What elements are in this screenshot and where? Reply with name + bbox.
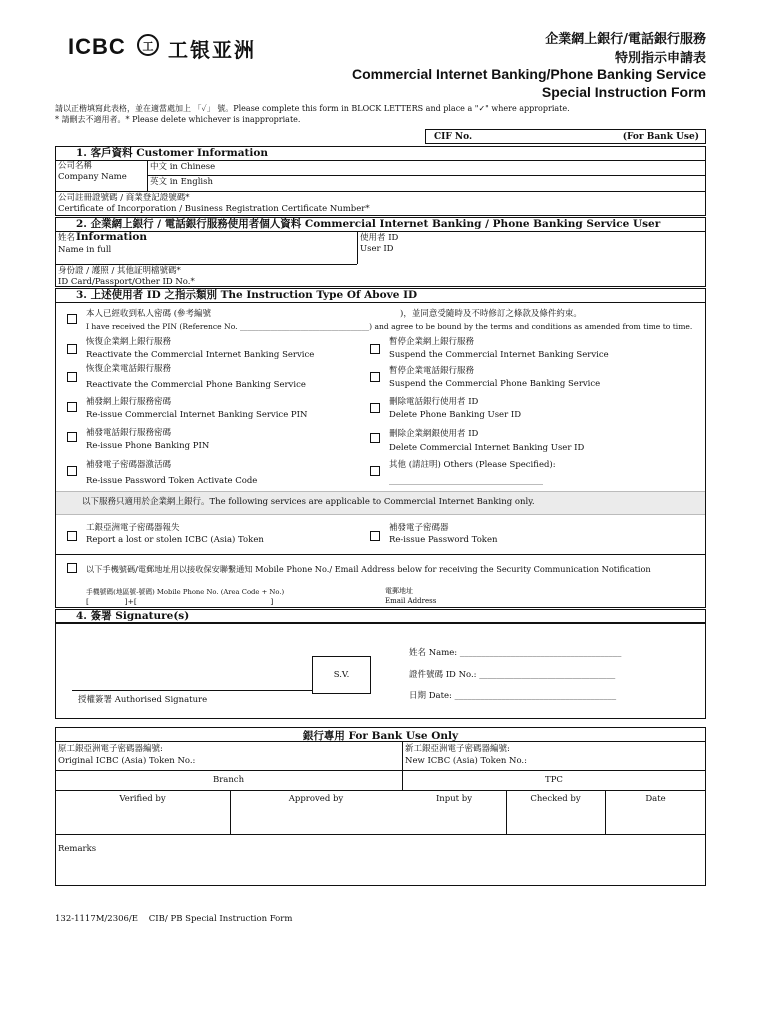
name-label-zh: 姓名 <box>58 233 76 243</box>
verified-by-label: Verified by <box>119 794 166 804</box>
company-name-chinese-field[interactable]: 中文 in Chinese <box>150 162 216 172</box>
idcard-field[interactable]: ID Card/Passport/Other ID No.* <box>58 277 195 287</box>
orig-token-field[interactable]: Original ICBC (Asia) Token No.: <box>58 756 196 766</box>
email-field[interactable]: Email Address <box>385 597 437 605</box>
title-zh-1: 企業網上銀行/電話銀行服務 <box>545 32 706 47</box>
cib-only-band <box>56 491 705 515</box>
cif-box[interactable] <box>425 129 706 144</box>
reactivate-pb-zh: 恢復企業電話銀行服務 <box>86 364 172 374</box>
delete-pb-userid-checkbox[interactable] <box>370 403 380 413</box>
name-field[interactable]: Name in full <box>58 245 112 255</box>
others-checkbox[interactable] <box>370 466 380 476</box>
reissue-token-checkbox[interactable] <box>370 531 380 541</box>
reactivate-cib-en: Reactivate the Commercial Internet Banking Service <box>86 350 315 360</box>
suspend-pb-checkbox[interactable] <box>370 372 380 382</box>
branch-label: Branch <box>212 775 245 785</box>
company-name-en: Company Name <box>58 172 127 182</box>
reissue-pb-pin-zh: 補發電話銀行服務密碼 <box>86 428 172 438</box>
company-name-zh: 公司名稱 <box>58 161 93 171</box>
delete-cib-userid-en: Delete Commercial Internet Banking User ID <box>389 443 585 453</box>
cif-label: CIF No. <box>434 132 473 142</box>
notification-label: 以下手機號碼/電郵地址用以接收保安聯繫通知 Mobile Phone No./ Email Address below for receiving the Security Communication Notification <box>86 564 651 574</box>
icbc-logo-text: ICBC <box>68 34 126 59</box>
userid-field[interactable]: User ID <box>360 244 394 254</box>
report-lost-token-checkbox[interactable] <box>67 531 77 541</box>
reissue-token-zh: 補發電子密碼器 <box>389 523 449 533</box>
reissue-pb-pin-en: Re-issue Phone Banking PIN <box>86 441 210 451</box>
instruction-line-1: 請以正楷填寫此表格，並在適當處加上 「✓」 號。Please complete this form in BLOCK LETTERS and place a "✓" where appropriate. <box>55 104 570 113</box>
title-zh-2: 特別指示申請表 <box>614 51 706 66</box>
cib-only-note: 以下服務只適用於企業網上銀行。The following services are applicable to Commercial Internet Banking only. <box>82 497 535 507</box>
reissue-cib-pin-checkbox[interactable] <box>67 402 77 412</box>
pin-received-zh: 本人已經收到私人密碼 (參考編號 <box>86 309 212 319</box>
reissue-token-code-checkbox[interactable] <box>67 466 77 476</box>
idcard-label-zh: 身份證 / 護照 / 其他証明檔號碼* <box>58 266 181 276</box>
pin-received-en: I have received the PIN (Reference No. __________________________________) and agree to be bound by the terms and conditions as amended from time to time. <box>86 322 693 331</box>
approved-by-label: Approved by <box>288 794 344 804</box>
reissue-cib-pin-en: Re-issue Commercial Internet Banking Service PIN <box>86 410 308 420</box>
instruction-line-2: * 請刪去不適用者。* Please delete whichever is inappropriate. <box>55 115 301 124</box>
others-label: 其他 (請註明) Others (Please Specified): <box>389 460 556 470</box>
pin-received-checkbox[interactable] <box>67 314 77 324</box>
signer-name-field[interactable]: 姓名 Name: ______________________________________ <box>409 648 622 658</box>
orig-token-zh: 原工銀亞洲電子密碼器編號: <box>58 744 163 754</box>
cif-note: (For Bank Use) <box>622 132 699 142</box>
icbc-logo-icon: 工 <box>137 34 159 56</box>
section3-header: 3. 上述使用者 ID 之指示類別 The Instruction Type Of Above ID <box>55 288 706 302</box>
pin-received-zh-end: )，並同意受隨時及不時修訂之條款及條件約束。 <box>400 309 582 319</box>
remarks-field[interactable]: Remarks <box>58 844 97 854</box>
report-lost-token-en: Report a lost or stolen ICBC (Asia) Token <box>86 535 264 545</box>
signer-id-field[interactable]: 證件號碼 ID No.: ________________________________ <box>409 670 616 680</box>
reactivate-cib-checkbox[interactable] <box>67 344 77 354</box>
title-en-1: Commercial Internet Banking/Phone Banking Service <box>352 66 706 82</box>
section2-header: 2. 企業網上銀行 / 電話銀行服務使用者個人資料 Commercial Internet Banking / Phone Banking Service User Information <box>55 217 706 231</box>
suspend-pb-zh: 暫停企業電話銀行服務 <box>389 366 475 376</box>
checked-by-label: Checked by <box>530 794 581 804</box>
delete-cib-userid-checkbox[interactable] <box>370 433 380 443</box>
new-token-field[interactable]: New ICBC (Asia) Token No.: <box>405 756 527 766</box>
report-lost-token-zh: 工銀亞洲電子密碼器報失 <box>86 523 180 533</box>
company-name-english-field[interactable]: 英文 in English <box>150 177 213 187</box>
input-by-label: Input by <box>435 794 473 804</box>
suspend-pb-en: Suspend the Commercial Phone Banking Service <box>389 379 601 389</box>
reissue-pb-pin-checkbox[interactable] <box>67 432 77 442</box>
cert-label-zh: 公司註冊證號碼 / 商業登記證號碼* <box>58 193 190 203</box>
authorised-signature-line[interactable] <box>72 690 312 691</box>
authorised-signature-label: 授權簽署 Authorised Signature <box>78 695 208 705</box>
signer-date-field[interactable]: 日期 Date: ______________________________________ <box>409 691 617 701</box>
sv-label: S.V. <box>333 670 350 680</box>
form-code: 132-1117M/2306/E CIB/ PB Special Instruction Form <box>55 914 293 924</box>
bank-use-title: 銀行專用 For Bank Use Only <box>302 730 459 742</box>
date-label: Date <box>645 794 666 804</box>
delete-pb-userid-zh: 刪除電話銀行使用者 ID <box>389 397 479 407</box>
section1-header: 1. 客戶資料 Customer Information <box>55 146 706 160</box>
suspend-cib-en: Suspend the Commercial Internet Banking Service <box>389 350 609 360</box>
delete-pb-userid-en: Delete Phone Banking User ID <box>389 410 522 420</box>
email-label-zh: 電郵地址 <box>385 587 413 595</box>
cert-label-en[interactable]: Certificate of Incorporation / Business Registration Certificate Number* <box>58 204 370 214</box>
mobile-label: 手機號碼(地區號-號碼) Mobile Phone No. (Area Code + No.) <box>86 588 285 596</box>
sv-box <box>312 656 371 694</box>
notification-checkbox[interactable] <box>67 563 77 573</box>
delete-cib-userid-zh: 刪除企業網銀使用者 ID <box>389 429 479 439</box>
section4-header: 4. 簽署 Signature(s) <box>55 609 706 623</box>
suspend-cib-zh: 暫停企業網上銀行服務 <box>389 337 475 347</box>
mobile-field[interactable]: [ ]+[ ] <box>86 597 274 606</box>
userid-label-zh: 使用者 ID <box>360 233 399 243</box>
icbc-logo-chinese: 工银亚洲 <box>168 38 256 62</box>
suspend-cib-checkbox[interactable] <box>370 344 380 354</box>
reissue-cib-pin-zh: 補發網上銀行服務密碼 <box>86 397 172 407</box>
tpc-label: TPC <box>545 775 563 785</box>
reactivate-cib-zh: 恢復企業網上銀行服務 <box>86 337 172 347</box>
others-field[interactable]: ____________________________________________ <box>389 477 543 485</box>
title-en-2: Special Instruction Form <box>541 84 706 100</box>
reissue-token-code-en: Re-issue Password Token Activate Code <box>86 476 258 486</box>
reactivate-pb-en: Reactivate the Commercial Phone Banking Service <box>86 380 306 390</box>
reissue-token-en: Re-issue Password Token <box>389 535 498 545</box>
new-token-zh: 新工銀亞洲電子密碼器編號: <box>405 744 510 754</box>
reissue-token-code-zh: 補發電子密碼器激活碼 <box>86 460 172 470</box>
reactivate-pb-checkbox[interactable] <box>67 372 77 382</box>
